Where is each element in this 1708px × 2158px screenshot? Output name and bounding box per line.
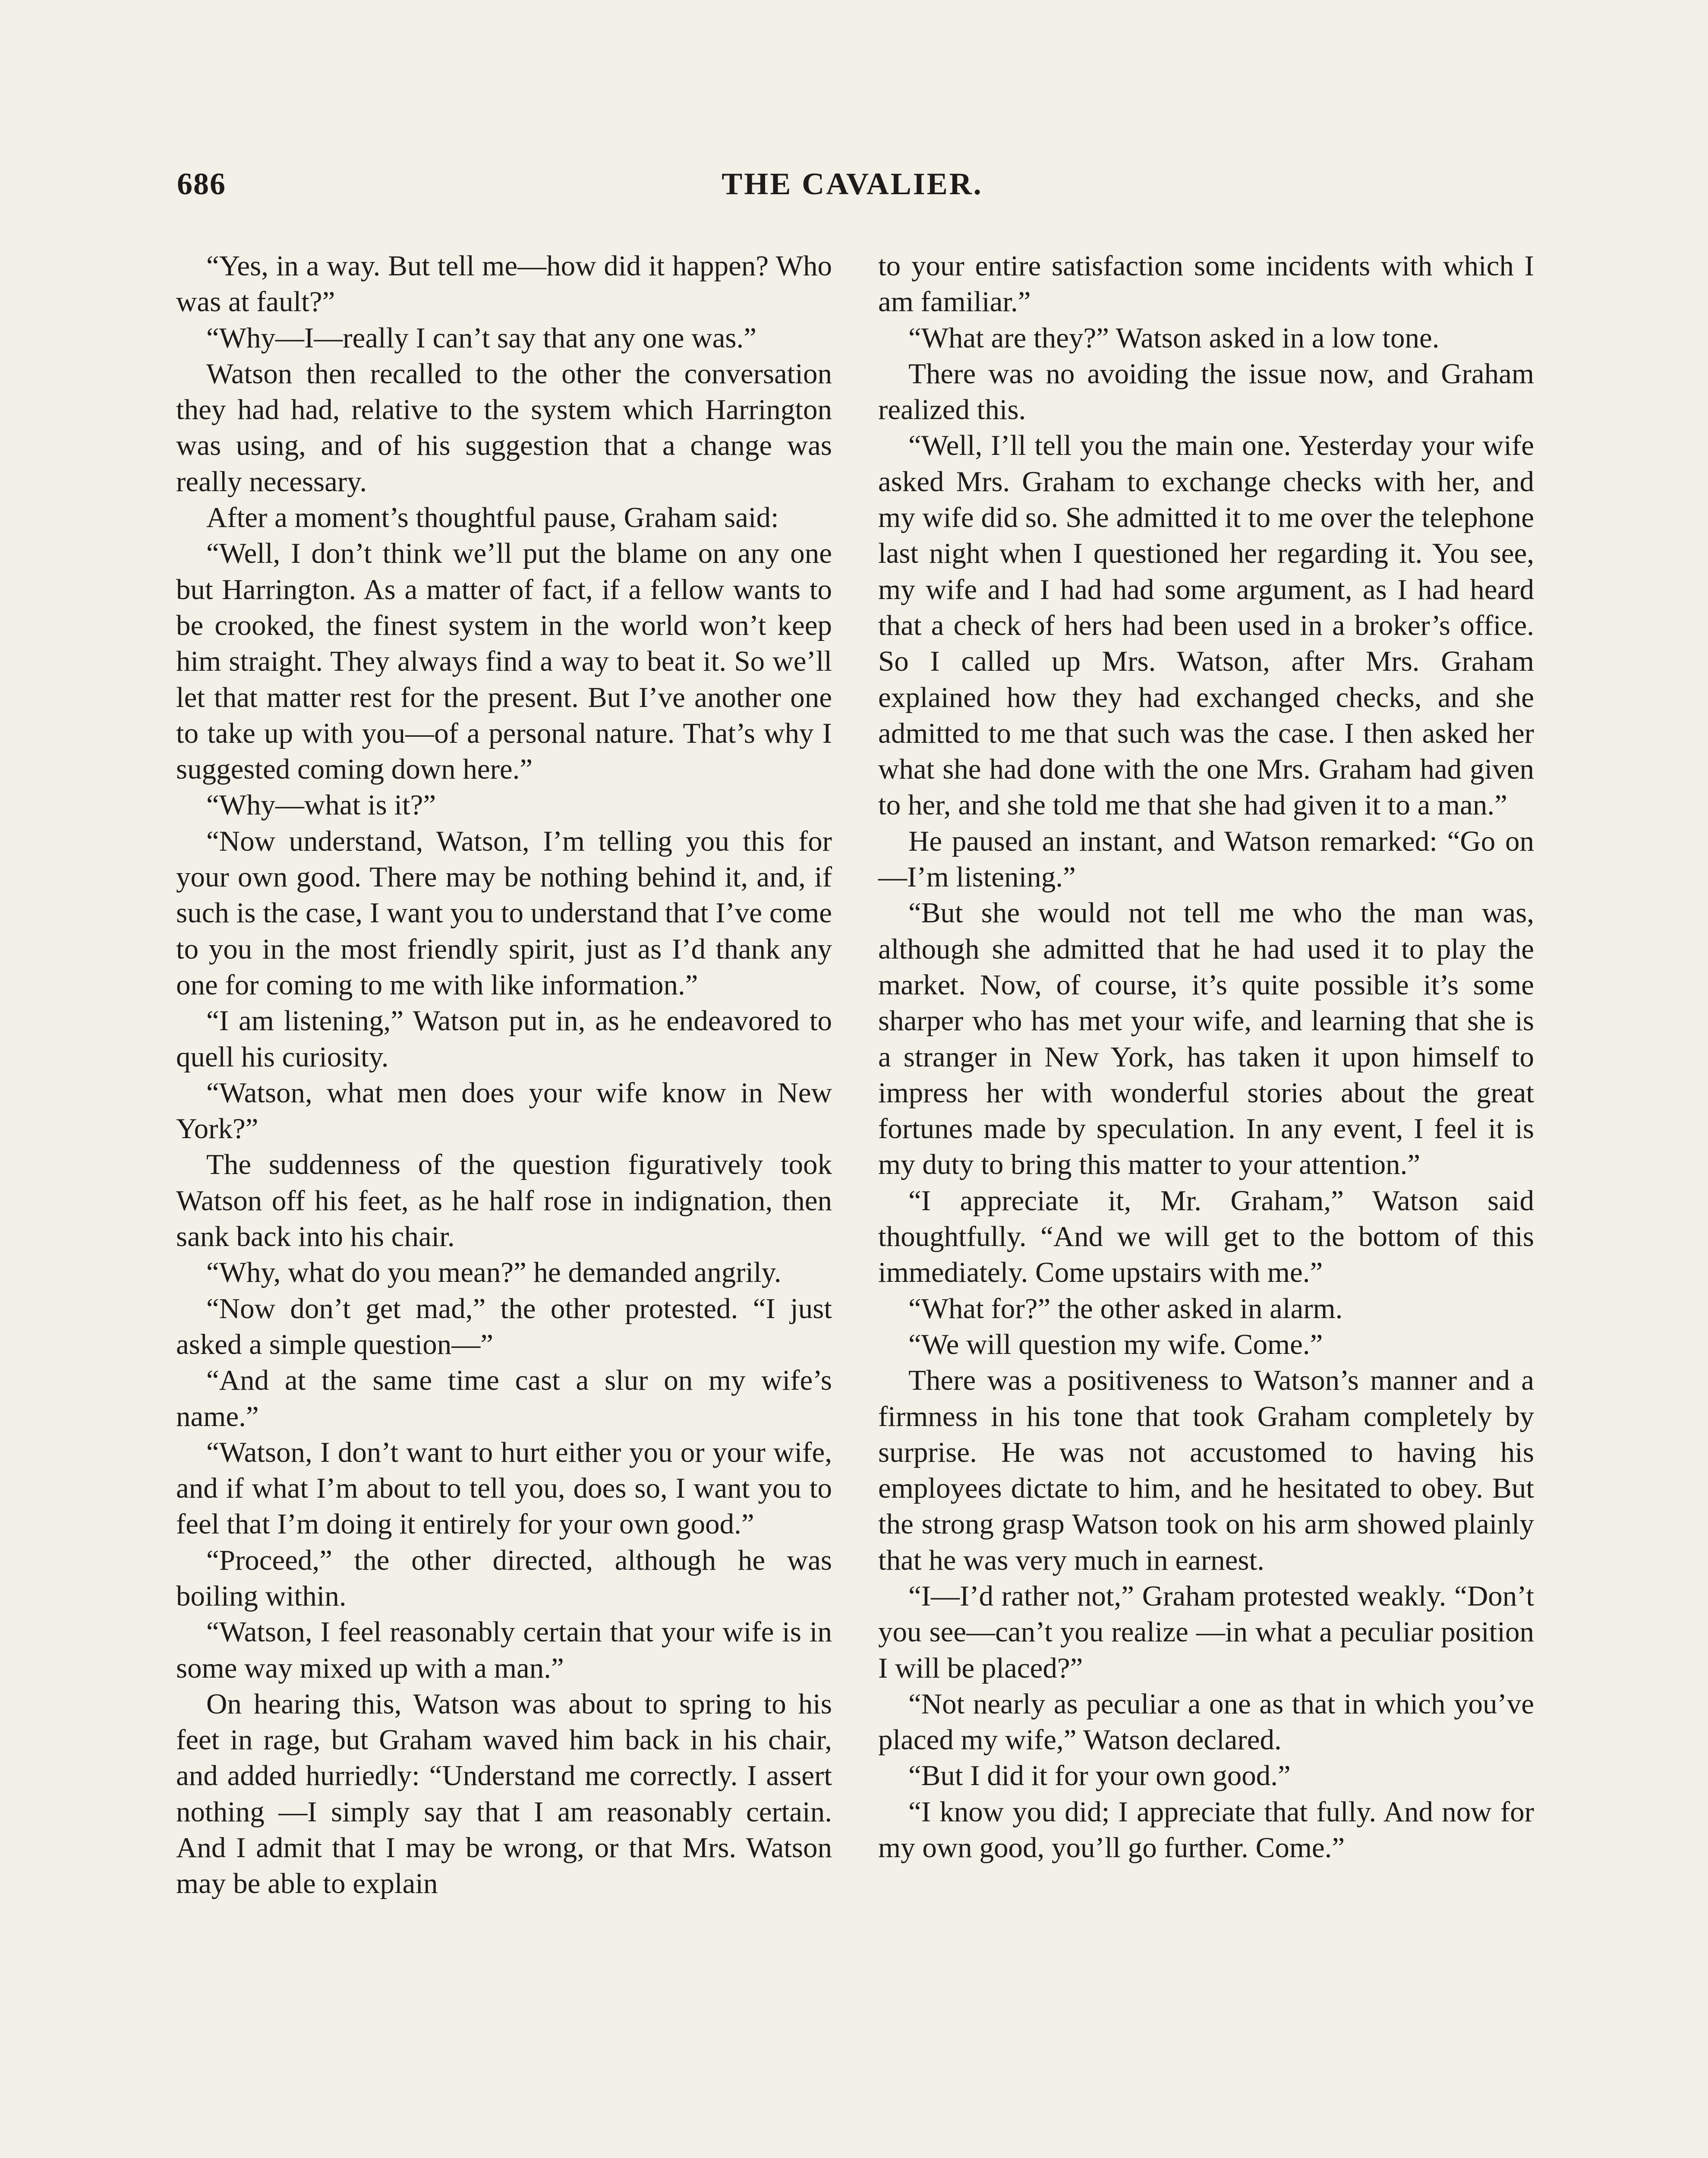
page-number: 686 xyxy=(177,167,226,201)
paragraph: to your entire satisfaction some incidents with which I am familiar.” xyxy=(878,250,1534,318)
paragraph: “Why—I—really I can’t say that any one was.” xyxy=(206,322,756,354)
paragraph: “I am listening,” Watson put in, as he endeavored to quell his curiosity. xyxy=(176,1005,832,1073)
paragraph: “I know you did; I appreciate that fully. And now for my own good, you’ll go further. Come.” xyxy=(878,1795,1534,1864)
paragraph: “But she would not tell me who the man was, although she admitted that he had used it to play the market. Now, of course, it’s quite possible it’s some sharper who has met your wife, and learning that she is a stranger in New York, has taken it upon himself to impress her with wonderful stories about the great fortunes made by speculation. In any event, I feel it is my duty to bring this matter to your attention.” xyxy=(878,897,1534,1181)
paragraph: He paused an instant, and Watson remarked: “Go on—I’m listening.” xyxy=(878,825,1534,893)
paragraph: “And at the same time cast a slur on my wife’s name.” xyxy=(176,1364,832,1432)
paragraph: On hearing this, Watson was about to spring to his feet in rage, but Graham waved him back in his chair, and added hurriedly: “Understand me correctly. I assert nothing —I simply say that I am reasonably certain. And I admit that I may be wrong, or that Mrs. Watson may be able to explain xyxy=(176,1688,832,1900)
paragraph: “But I did it for your own good.” xyxy=(908,1760,1291,1792)
paragraph: “Watson, I don’t want to hurt either you or your wife, and if what I’m about to tell you, does so, I want you to feel that I’m doing it entirely for your own good.” xyxy=(176,1436,832,1540)
right-text-column xyxy=(878,248,1534,1866)
paragraph: “Why, what do you mean?” he demanded angrily. xyxy=(206,1256,782,1289)
paragraph: “Proceed,” the other directed, although he was boiling within. xyxy=(176,1544,832,1612)
paragraph: “What for?” the other asked in alarm. xyxy=(908,1292,1343,1325)
paragraph: The suddenness of the question figuratively took Watson off his feet, as he half rose in indignation, then sank back into his chair. xyxy=(176,1148,832,1253)
paragraph: “Watson, what men does your wife know in New York?” xyxy=(176,1076,832,1145)
paragraph: There was a positiveness to Watson’s manner and a firmness in his tone that took Graham completely by surprise. He was not accustomed to having his employees dictate to him, and he hesitated to obey. But the strong grasp Watson took on his arm showed plainly that he was very much in earnest. xyxy=(878,1364,1534,1576)
paragraph: “Watson, I feel reasonably certain that your wife is in some way mixed up with a man.” xyxy=(176,1616,832,1684)
paragraph: “We will question my wife. Come.” xyxy=(908,1328,1323,1360)
paragraph: “I appreciate it, Mr. Graham,” Watson said thoughtfully. “And we will get to the bottom of this immediately. Come upstairs with me.” xyxy=(878,1184,1534,1289)
paragraph: “Yes, in a way. But tell me—how did it happen? Who was at fault?” xyxy=(176,250,832,318)
paragraph: After a moment’s thoughtful pause, Graham said: xyxy=(206,502,779,534)
paragraph: “Not nearly as peculiar a one as that in which you’ve placed my wife,” Watson declared. xyxy=(878,1688,1534,1756)
running-title: THE CAVALIER. xyxy=(722,167,983,201)
page-header xyxy=(173,166,1532,214)
paragraph: “Well, I’ll tell you the main one. Yesterday your wife asked Mrs. Graham to exchange checks with her, and my wife did so. She admitted it to me over the telephone last night when I questioned her regarding it. You see, my wife and I had had some argument, as I had heard that a check of hers had been used in a broker’s office. So I called up Mrs. Watson, after Mrs. Graham explained how they had exchanged checks, and she admitted to me that such was the case. I then asked her what she had done with the one Mrs. Graham had given to her, and she told me that she had given it to a man.” xyxy=(878,429,1534,821)
paragraph: “What are they?” Watson asked in a low tone. xyxy=(908,322,1440,354)
paragraph: “I—I’d rather not,” Graham protested weakly. “Don’t you see—can’t you realize —in what a peculiar position I will be placed?” xyxy=(878,1580,1534,1684)
left-text-column xyxy=(176,248,832,1902)
paragraph: “Now don’t get mad,” the other protested. “I just asked a simple question—” xyxy=(176,1292,832,1360)
paragraph: “Why—what is it?” xyxy=(206,789,436,821)
paragraph: There was no avoiding the issue now, and Graham realized this. xyxy=(878,357,1534,426)
paragraph: Watson then recalled to the other the conversation they had had, relative to the system which Harrington was using, and of his suggestion that a change was really necessary. xyxy=(176,357,832,498)
paragraph: “Now understand, Watson, I’m telling you this for your own good. There may be nothing behind it, and, if such is the case, I want you to understand that I’ve come to you in the most friendly spirit, just as I’d thank any one for coming to me with like information.” xyxy=(176,825,832,1001)
paragraph: “Well, I don’t think we’ll put the blame on any one but Harrington. As a matter of fact, if a fellow wants to be crooked, the finest system in the world won’t keep him straight. They always find a way to beat it. So we’ll let that matter rest for the present. But I’ve another one to take up with you—of a personal nature. That’s why I suggested coming down here.” xyxy=(176,537,832,786)
